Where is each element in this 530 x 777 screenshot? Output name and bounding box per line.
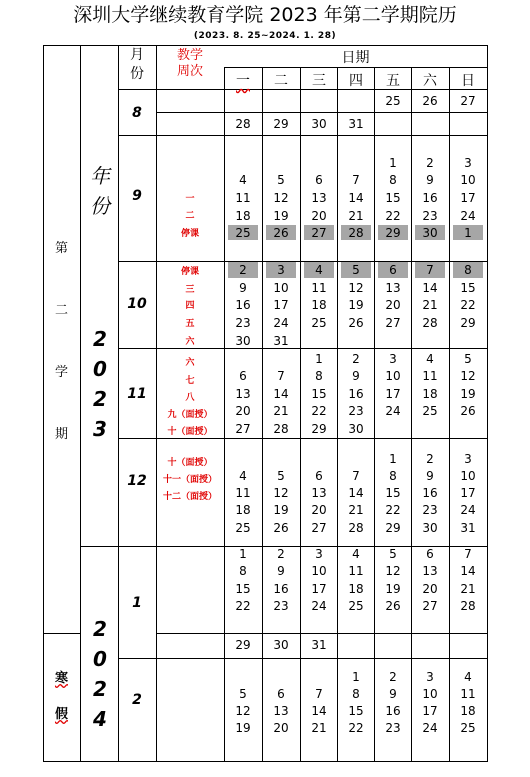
month-number: 2 — [132, 692, 142, 708]
day-cell: 24 — [422, 721, 438, 735]
day-cell: 8 — [315, 369, 323, 383]
teaching-week-label: 六 — [185, 337, 195, 347]
day-cell: 4 — [352, 547, 360, 561]
day-cell: 14 — [348, 191, 364, 205]
day-cell: 30 — [311, 117, 327, 131]
day-cell: 4 — [464, 670, 472, 684]
teaching-week-label: 十（面授） — [167, 458, 213, 468]
day-cell: 3 — [315, 547, 323, 561]
day-cell: 11 — [348, 564, 364, 578]
day-cell: 20 — [311, 209, 327, 223]
day-cell: 5 — [464, 352, 472, 366]
teaching-week-label: 五 — [185, 319, 195, 329]
grid-line — [43, 633, 81, 634]
weekday-header: 三 — [312, 73, 326, 89]
day-cell: 7 — [464, 547, 472, 561]
day-cell: 28 — [460, 599, 476, 613]
month-number: 12 — [127, 473, 147, 489]
day-cell: 24 — [311, 599, 327, 613]
day-cell: 25 — [460, 721, 476, 735]
day-cell: 3 — [277, 263, 285, 277]
day-cell: 16 — [273, 582, 289, 596]
day-cell: 4 — [239, 469, 247, 483]
day-cell: 9 — [426, 469, 434, 483]
day-cell: 24 — [273, 316, 289, 330]
day-cell: 20 — [235, 404, 251, 418]
day-cell: 15 — [385, 191, 401, 205]
day-cell: 8 — [352, 687, 360, 701]
day-cell: 10 — [311, 564, 327, 578]
month-number: 9 — [132, 188, 142, 204]
grid-line — [118, 135, 488, 136]
day-cell: 20 — [273, 721, 289, 735]
day-cell: 19 — [460, 387, 476, 401]
day-cell: 12 — [460, 369, 476, 383]
day-cell: 11 — [311, 281, 327, 295]
day-cell: 23 — [385, 721, 401, 735]
weekday-header: 二 — [274, 73, 288, 89]
day-cell: 21 — [273, 404, 289, 418]
day-cell: 21 — [348, 209, 364, 223]
winter-label-char: 假 — [54, 707, 68, 722]
day-cell: 20 — [385, 298, 401, 312]
day-cell: 12 — [235, 704, 251, 718]
day-cell: 9 — [352, 369, 360, 383]
day-cell: 29 — [460, 316, 476, 330]
day-cell: 5 — [277, 469, 285, 483]
day-cell: 1 — [315, 352, 323, 366]
teaching-week-label: 九（面授） — [167, 410, 213, 420]
year-2023-digit: 2 — [93, 387, 107, 411]
day-cell: 11 — [235, 191, 251, 205]
day-cell: 23 — [235, 316, 251, 330]
day-cell: 21 — [460, 582, 476, 596]
semester-label-char: 学 — [54, 365, 68, 380]
day-cell: 6 — [389, 263, 397, 277]
day-cell: 5 — [389, 547, 397, 561]
day-cell: 26 — [422, 94, 438, 108]
day-cell: 27 — [311, 226, 327, 240]
day-cell: 1 — [352, 670, 360, 684]
day-cell: 13 — [385, 281, 401, 295]
year-2023-digit: 2 — [93, 327, 107, 351]
day-cell: 2 — [277, 547, 285, 561]
day-cell: 17 — [460, 486, 476, 500]
weekday-header: 日 — [461, 73, 475, 89]
day-cell: 16 — [422, 191, 438, 205]
day-cell: 20 — [311, 503, 327, 517]
day-cell: 24 — [460, 209, 476, 223]
day-cell: 17 — [273, 298, 289, 312]
day-cell: 6 — [315, 173, 323, 187]
day-cell: 8 — [464, 263, 472, 277]
day-cell: 13 — [311, 191, 327, 205]
day-cell: 11 — [235, 486, 251, 500]
grid-line — [43, 45, 44, 761]
grid-line — [43, 761, 488, 762]
day-cell: 13 — [273, 704, 289, 718]
day-cell: 1 — [239, 547, 247, 561]
day-cell: 17 — [422, 704, 438, 718]
day-cell: 25 — [235, 521, 251, 535]
day-cell: 29 — [385, 226, 401, 240]
day-cell: 17 — [460, 191, 476, 205]
day-cell: 2 — [426, 452, 434, 466]
day-cell: 30 — [273, 638, 289, 652]
teaching-week-label: 停课 — [180, 229, 199, 239]
day-cell: 9 — [239, 281, 247, 295]
day-cell: 3 — [389, 352, 397, 366]
day-cell: 17 — [385, 387, 401, 401]
day-cell: 14 — [311, 704, 327, 718]
day-cell: 28 — [348, 226, 364, 240]
day-cell: 19 — [348, 298, 364, 312]
day-cell: 9 — [277, 564, 285, 578]
day-cell: 1 — [464, 226, 472, 240]
day-cell: 16 — [422, 486, 438, 500]
day-cell: 23 — [273, 599, 289, 613]
day-cell: 22 — [460, 298, 476, 312]
day-cell: 10 — [422, 687, 438, 701]
day-cell: 31 — [348, 117, 364, 131]
day-cell: 6 — [426, 547, 434, 561]
day-cell: 12 — [273, 486, 289, 500]
day-cell: 25 — [348, 599, 364, 613]
day-cell: 11 — [422, 369, 438, 383]
day-cell: 30 — [235, 334, 251, 348]
day-cell: 22 — [235, 599, 251, 613]
day-cell: 21 — [348, 503, 364, 517]
year-2023-digit: 0 — [93, 357, 107, 381]
day-cell: 8 — [389, 469, 397, 483]
day-cell: 23 — [348, 404, 364, 418]
grid-line — [156, 112, 488, 113]
day-cell: 30 — [422, 226, 438, 240]
day-cell: 2 — [352, 352, 360, 366]
day-cell: 14 — [273, 387, 289, 401]
day-cell: 14 — [460, 564, 476, 578]
day-cell: 13 — [311, 486, 327, 500]
day-cell: 12 — [385, 564, 401, 578]
day-cell: 5 — [239, 687, 247, 701]
day-cell: 16 — [385, 704, 401, 718]
day-cell: 18 — [311, 298, 327, 312]
day-cell: 26 — [273, 226, 289, 240]
teaching-week-label: 三 — [185, 285, 195, 295]
day-cell: 19 — [385, 582, 401, 596]
teaching-week-label: 十一（面授） — [162, 475, 217, 485]
day-cell: 22 — [385, 503, 401, 517]
day-cell: 27 — [385, 316, 401, 330]
day-cell: 18 — [348, 582, 364, 596]
day-cell: 29 — [311, 422, 327, 436]
grid-line — [118, 261, 488, 262]
day-cell: 11 — [460, 687, 476, 701]
month-header: 月 份 — [130, 47, 144, 82]
teaching-week-label: 十（面授） — [167, 427, 213, 437]
grid-line — [224, 67, 488, 68]
day-cell: 5 — [352, 263, 360, 277]
day-cell: 25 — [311, 316, 327, 330]
day-cell: 13 — [235, 387, 251, 401]
day-cell: 15 — [385, 486, 401, 500]
day-cell: 10 — [273, 281, 289, 295]
day-cell: 7 — [315, 687, 323, 701]
day-cell: 10 — [385, 369, 401, 383]
day-cell: 31 — [460, 521, 476, 535]
semester-label-char: 期 — [54, 427, 68, 442]
day-cell: 22 — [385, 209, 401, 223]
day-cell: 15 — [311, 387, 327, 401]
day-cell: 2 — [426, 156, 434, 170]
teaching-week-label: 六 — [185, 358, 195, 368]
year-2023-digit: 3 — [93, 417, 107, 441]
day-cell: 8 — [389, 173, 397, 187]
month-number: 8 — [132, 105, 142, 121]
day-cell: 2 — [239, 263, 247, 277]
day-cell: 6 — [239, 369, 247, 383]
day-cell: 19 — [235, 721, 251, 735]
year-label-char: 份 — [90, 194, 110, 218]
day-cell: 10 — [460, 173, 476, 187]
day-cell: 6 — [277, 687, 285, 701]
weekday-header: 六 — [423, 73, 437, 89]
month-number: 11 — [127, 386, 147, 402]
day-cell: 26 — [460, 404, 476, 418]
day-cell: 7 — [277, 369, 285, 383]
day-cell: 20 — [422, 582, 438, 596]
day-cell: 5 — [277, 173, 285, 187]
day-cell: 27 — [311, 521, 327, 535]
month-number: 10 — [127, 296, 147, 312]
teaching-week-label: 七 — [185, 376, 195, 386]
day-cell: 18 — [460, 704, 476, 718]
day-cell: 23 — [422, 503, 438, 517]
day-cell: 19 — [273, 209, 289, 223]
day-cell: 27 — [460, 94, 476, 108]
day-cell: 27 — [422, 599, 438, 613]
day-cell: 13 — [422, 564, 438, 578]
day-cell: 31 — [273, 334, 289, 348]
day-cell: 22 — [348, 721, 364, 735]
teaching-week-label: 八 — [185, 393, 195, 403]
teaching-week-label: 一 — [185, 194, 195, 204]
day-cell: 28 — [273, 422, 289, 436]
day-cell: 31 — [311, 638, 327, 652]
year-2024-digit: 2 — [93, 677, 107, 701]
month-number: 1 — [132, 595, 142, 611]
day-cell: 23 — [422, 209, 438, 223]
page-title: 深圳大学继续教育学院 2023 年第二学期院历 — [73, 4, 457, 26]
day-cell: 17 — [311, 582, 327, 596]
year-2024-digit: 0 — [93, 647, 107, 671]
day-cell: 21 — [311, 721, 327, 735]
grid-line — [156, 633, 488, 634]
day-cell: 6 — [315, 469, 323, 483]
day-cell: 3 — [464, 156, 472, 170]
day-cell: 25 — [422, 404, 438, 418]
day-cell: 3 — [426, 670, 434, 684]
day-cell: 4 — [426, 352, 434, 366]
day-cell: 12 — [348, 281, 364, 295]
day-cell: 18 — [235, 503, 251, 517]
day-cell: 28 — [235, 117, 251, 131]
day-cell: 24 — [460, 503, 476, 517]
semester-label-char: 第 — [54, 241, 68, 256]
day-cell: 28 — [348, 521, 364, 535]
day-cell: 7 — [426, 263, 434, 277]
weekday-header: 四 — [349, 73, 363, 89]
day-cell: 26 — [273, 521, 289, 535]
day-cell: 29 — [385, 521, 401, 535]
week-header: 教学 周次 — [176, 48, 203, 79]
day-cell: 14 — [348, 486, 364, 500]
day-cell: 4 — [315, 263, 323, 277]
day-cell: 15 — [460, 281, 476, 295]
day-cell: 26 — [385, 599, 401, 613]
day-cell: 19 — [273, 503, 289, 517]
day-cell: 12 — [273, 191, 289, 205]
winter-label-char: 寒 — [54, 671, 68, 686]
day-cell: 25 — [385, 94, 401, 108]
day-cell: 16 — [235, 298, 251, 312]
day-cell: 25 — [235, 226, 251, 240]
page-subtitle: (2023. 8. 25~2024. 1. 28) — [193, 31, 337, 41]
weekday-header: 五 — [386, 73, 400, 89]
day-cell: 14 — [422, 281, 438, 295]
day-cell: 15 — [348, 704, 364, 718]
day-cell: 15 — [235, 582, 251, 596]
day-cell: 1 — [389, 156, 397, 170]
day-cell: 18 — [235, 209, 251, 223]
day-cell: 2 — [389, 670, 397, 684]
day-cell: 1 — [389, 452, 397, 466]
grid-line — [487, 45, 488, 761]
year-2024-digit: 4 — [93, 707, 107, 731]
day-cell: 16 — [348, 387, 364, 401]
day-cell: 3 — [464, 452, 472, 466]
day-cell: 29 — [273, 117, 289, 131]
day-cell: 7 — [352, 469, 360, 483]
grid-line — [118, 658, 488, 659]
day-cell: 28 — [422, 316, 438, 330]
day-cell: 27 — [235, 422, 251, 436]
day-cell: 4 — [239, 173, 247, 187]
day-cell: 7 — [352, 173, 360, 187]
date-header: 日期 — [341, 50, 370, 66]
teaching-week-label: 十二（面授） — [162, 492, 217, 502]
day-cell: 8 — [239, 564, 247, 578]
teaching-week-label: 二 — [185, 211, 195, 221]
day-cell: 10 — [460, 469, 476, 483]
year-2024-digit: 2 — [93, 617, 107, 641]
year-label-char: 年 — [90, 164, 110, 188]
day-cell: 21 — [422, 298, 438, 312]
day-cell: 30 — [422, 521, 438, 535]
teaching-week-label: 停课 — [180, 267, 199, 277]
semester-label-char: 二 — [54, 303, 68, 318]
day-cell: 18 — [422, 387, 438, 401]
day-cell: 9 — [389, 687, 397, 701]
weekday-header: 一 — [236, 73, 250, 89]
day-cell: 22 — [311, 404, 327, 418]
day-cell: 26 — [348, 316, 364, 330]
teaching-week-label: 四 — [185, 301, 195, 311]
day-cell: 29 — [235, 638, 251, 652]
day-cell: 9 — [426, 173, 434, 187]
day-cell: 30 — [348, 422, 364, 436]
grid-line — [43, 45, 488, 46]
day-cell: 24 — [385, 404, 401, 418]
